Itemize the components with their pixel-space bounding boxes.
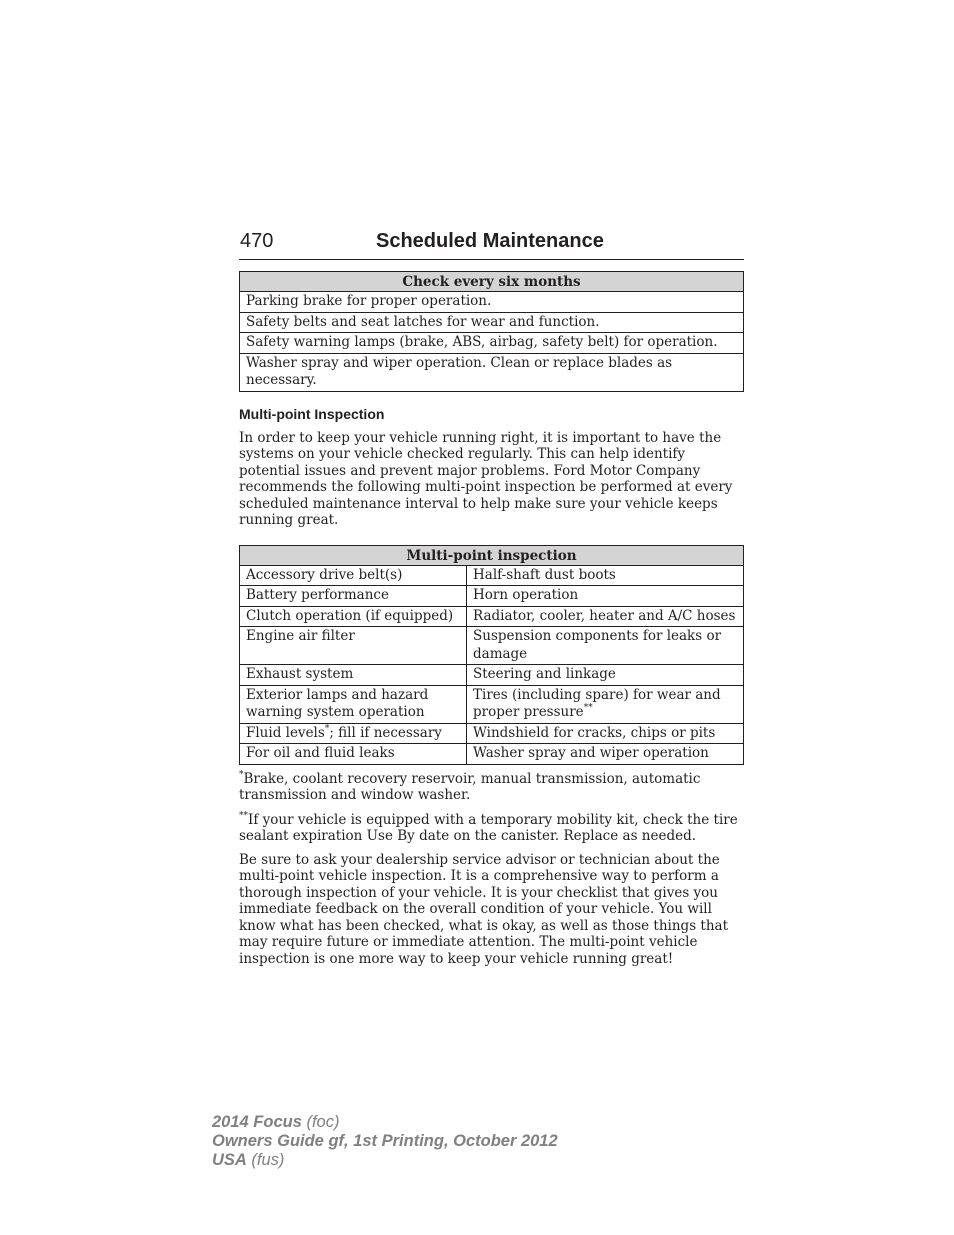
page-number: 470	[240, 230, 274, 252]
cell-text-suffix: ; fill if necessary	[329, 724, 442, 741]
table-row	[240, 565, 744, 586]
footer-guide: Owners Guide gf, 1st Printing, October 2012	[212, 1132, 558, 1150]
multipoint-heading: Multi-point Inspection	[239, 405, 385, 422]
footer-model: 2014 Focus	[212, 1113, 302, 1131]
footnote-single	[239, 771, 744, 804]
table-cell: Steering and linkage	[467, 665, 744, 686]
table-cell: Battery performance	[240, 586, 467, 607]
page-header	[239, 228, 744, 260]
multipoint-inspection-table	[239, 545, 744, 765]
cell-text: Fluid levels	[246, 724, 325, 741]
table-row	[240, 685, 744, 723]
closing-paragraph: Be sure to ask your dealership service advisor or technician about the multi-point vehicle inspection. It is a comprehensive way to perform a thorough inspection of your vehicle. It is your checklist that gives you immediate feedback on the overall condition of your vehicle. You will know what has been checked, what is okay, as well as those things that may require future or immediate attention. The multi-point vehicle inspection is one more way to keep your vehicle running great!	[239, 851, 729, 967]
table-row	[240, 744, 744, 765]
table-cell: Engine air filter	[240, 627, 467, 665]
footnote-double	[239, 812, 744, 845]
table-row: Safety belts and seat latches for wear and function.	[240, 312, 744, 333]
footer-line	[212, 1151, 558, 1170]
table-heading: Multi-point inspection	[240, 545, 744, 565]
table-cell: For oil and fluid leaks	[240, 744, 467, 765]
footer-line	[212, 1113, 558, 1132]
table-heading: Check every six months	[240, 272, 744, 292]
footnote-mark: *	[239, 769, 244, 780]
table-cell: Clutch operation (if equipped)	[240, 606, 467, 627]
six-month-checklist-table	[239, 271, 744, 392]
footer-code: (foc)	[301, 1113, 340, 1131]
footnote-text: Brake, coolant recovery reservoir, manual transmission, automatic transmission and window washer.	[239, 770, 701, 803]
table-row: Washer spray and wiper operation. Clean or replace blades as necessary.	[240, 353, 744, 391]
table-cell: Washer spray and wiper operation	[467, 744, 744, 765]
footnote-text: If your vehicle is equipped with a temporary mobility kit, check the tire sealant expiration Use By date on the canister. Replace as needed.	[239, 811, 738, 844]
table-cell: Half-shaft dust boots	[467, 565, 744, 586]
footnote-mark: **	[239, 810, 248, 821]
table-row	[240, 627, 744, 665]
footer-market: USA	[212, 1151, 247, 1169]
table-cell: Suspension components for leaks or damage	[467, 627, 744, 665]
table-cell	[240, 723, 467, 744]
table-row	[240, 723, 744, 744]
table-row	[240, 586, 744, 607]
table-cell: Windshield for cracks, chips or pits	[467, 723, 744, 744]
table-cell: Exhaust system	[240, 665, 467, 686]
table-cell	[467, 685, 744, 723]
table-cell: Horn operation	[467, 586, 744, 607]
page-footer	[212, 1113, 558, 1170]
table-cell: Exterior lamps and hazard warning system operation	[240, 685, 467, 723]
table-cell: Accessory drive belt(s)	[240, 565, 467, 586]
section-title: Scheduled Maintenance	[376, 230, 604, 252]
footer-code: (fus)	[246, 1151, 285, 1169]
footnote-mark: **	[583, 703, 593, 713]
page-content	[239, 271, 744, 967]
footer-line	[212, 1132, 558, 1151]
table-row: Safety warning lamps (brake, ABS, airbag, safety belt) for operation.	[240, 333, 744, 354]
table-row	[240, 665, 744, 686]
table-row: Parking brake for proper operation.	[240, 292, 744, 313]
footnote-mark: *	[324, 723, 330, 734]
table-cell: Radiator, cooler, heater and A/C hoses	[467, 606, 744, 627]
cell-text: Tires (including spare) for wear and proper pressure	[473, 686, 721, 720]
multipoint-intro: In order to keep your vehicle running right, it is important to have the systems on your vehicle checked regularly. This can help identify potential issues and prevent major problems. Ford Motor Company recommends the following multi-point inspection be performed at every scheduled maintenance interval to help make sure your vehicle keeps running great.	[239, 429, 733, 528]
table-row	[240, 606, 744, 627]
